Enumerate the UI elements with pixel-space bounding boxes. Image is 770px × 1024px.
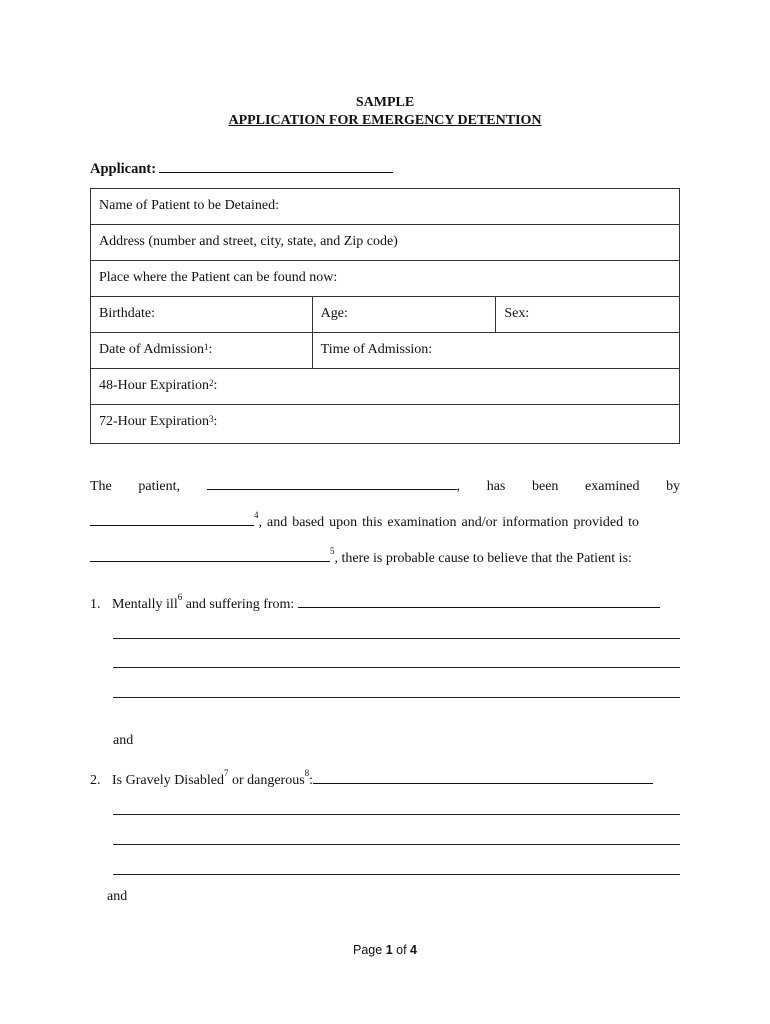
- expiration-48-label: 48-Hour Expiration: [99, 378, 210, 393]
- item-1-answer-line-1[interactable]: [113, 638, 680, 639]
- footnote-ref-4: 4: [254, 510, 259, 520]
- footer-of-word: of: [396, 943, 407, 957]
- item-2-text: Is Gravely Disabled: [112, 773, 224, 788]
- item-1-text: Mentally ill: [112, 597, 178, 612]
- item-2-text-b: or dangerous: [228, 773, 305, 788]
- expiration-72-label: 72-Hour Expiration: [99, 414, 210, 429]
- applicant-label: Applicant:: [90, 161, 157, 177]
- item-1-number: 1.: [90, 597, 101, 612]
- date-of-admission-cell[interactable]: Date of Admission$^1$:: [91, 333, 313, 369]
- word-the: The: [90, 479, 112, 494]
- footer-page-total: 4: [410, 943, 417, 957]
- document-title: [0, 113, 770, 129]
- sex-label: Sex:: [504, 306, 530, 321]
- item-2-answer-line-3[interactable]: [113, 874, 680, 875]
- item-2-answer-line-2[interactable]: [113, 844, 680, 845]
- informant-blank-line[interactable]: [90, 549, 330, 562]
- expiration-72-cell[interactable]: 72-Hour Expiration$^3$:: [91, 405, 680, 444]
- item-2-blank-line[interactable]: [313, 771, 653, 784]
- item-2-answer-line-1[interactable]: [113, 814, 680, 815]
- item-1-text-b: and suffering from:: [182, 597, 295, 612]
- paragraph-line-2-text: , and based upon this examination and/or information provided to: [258, 515, 640, 530]
- document-title-text: APPLICATION FOR EMERGENCY DETENTION: [228, 113, 542, 128]
- item-1-answer-line-2[interactable]: [113, 667, 680, 668]
- footer-page-number: 1: [385, 943, 393, 957]
- time-of-admission-label: Time of Admission:: [320, 342, 433, 357]
- applicant-field[interactable]: [90, 159, 393, 178]
- footnote-ref-8: 8: [304, 768, 310, 778]
- address-cell[interactable]: [91, 225, 680, 261]
- page-footer: [0, 943, 770, 957]
- footnote-ref-1: 1: [204, 342, 209, 352]
- footnote-ref-5: 5: [330, 546, 335, 556]
- sex-cell[interactable]: [496, 297, 680, 333]
- paragraph-line-3: [90, 546, 680, 567]
- patient-blank-line[interactable]: ,: [207, 479, 461, 494]
- word-examined: examined: [585, 479, 640, 494]
- paragraph-line-1: [90, 477, 680, 495]
- expiration-48-cell[interactable]: 48-Hour Expiration$^2$:: [91, 369, 680, 405]
- paragraph-line-2: [90, 510, 680, 531]
- patient-info-table: [90, 188, 680, 444]
- paragraph-line-3-text: , there is probable cause to believe that the Patient is:: [334, 551, 632, 566]
- time-of-admission-cell[interactable]: [312, 333, 679, 369]
- word-patient: patient,: [138, 479, 180, 494]
- applicant-blank-line[interactable]: [159, 159, 393, 173]
- item-2-text-c: :: [309, 773, 314, 788]
- word-been: been: [531, 479, 559, 494]
- item-1: [90, 592, 660, 613]
- patient-name-label: Name of Patient to be Detained:: [99, 198, 279, 213]
- place-found-label: Place where the Patient can be found now:: [99, 270, 338, 285]
- document-title-sample: SAMPLE: [355, 95, 415, 110]
- footnote-ref-7: 7: [223, 768, 229, 778]
- patient-name-cell[interactable]: [91, 189, 680, 225]
- birthdate-cell[interactable]: [91, 297, 313, 333]
- item-1-blank-line[interactable]: [298, 595, 660, 608]
- birthdate-label: Birthdate:: [99, 306, 155, 321]
- footnote-ref-6: 6: [177, 592, 183, 602]
- examiner-blank-line[interactable]: [90, 513, 254, 526]
- place-found-cell[interactable]: [91, 261, 680, 297]
- footnote-ref-2: 2: [209, 378, 214, 388]
- age-label: Age:: [320, 306, 348, 321]
- and-connector-1: and: [113, 733, 134, 748]
- item-2-number: 2.: [90, 773, 101, 788]
- item-2: [90, 768, 653, 789]
- date-of-admission-label: Date of Admission: [99, 342, 204, 357]
- word-has: has: [486, 479, 506, 494]
- footer-page-word: Page: [353, 943, 383, 957]
- and-connector-2: and: [107, 889, 128, 904]
- age-cell[interactable]: [312, 297, 496, 333]
- word-by: by: [666, 479, 681, 494]
- address-label: Address (number and street, city, state, and Zip code): [99, 234, 398, 249]
- footnote-ref-3: 3: [209, 414, 214, 424]
- item-1-answer-line-3[interactable]: [113, 697, 680, 698]
